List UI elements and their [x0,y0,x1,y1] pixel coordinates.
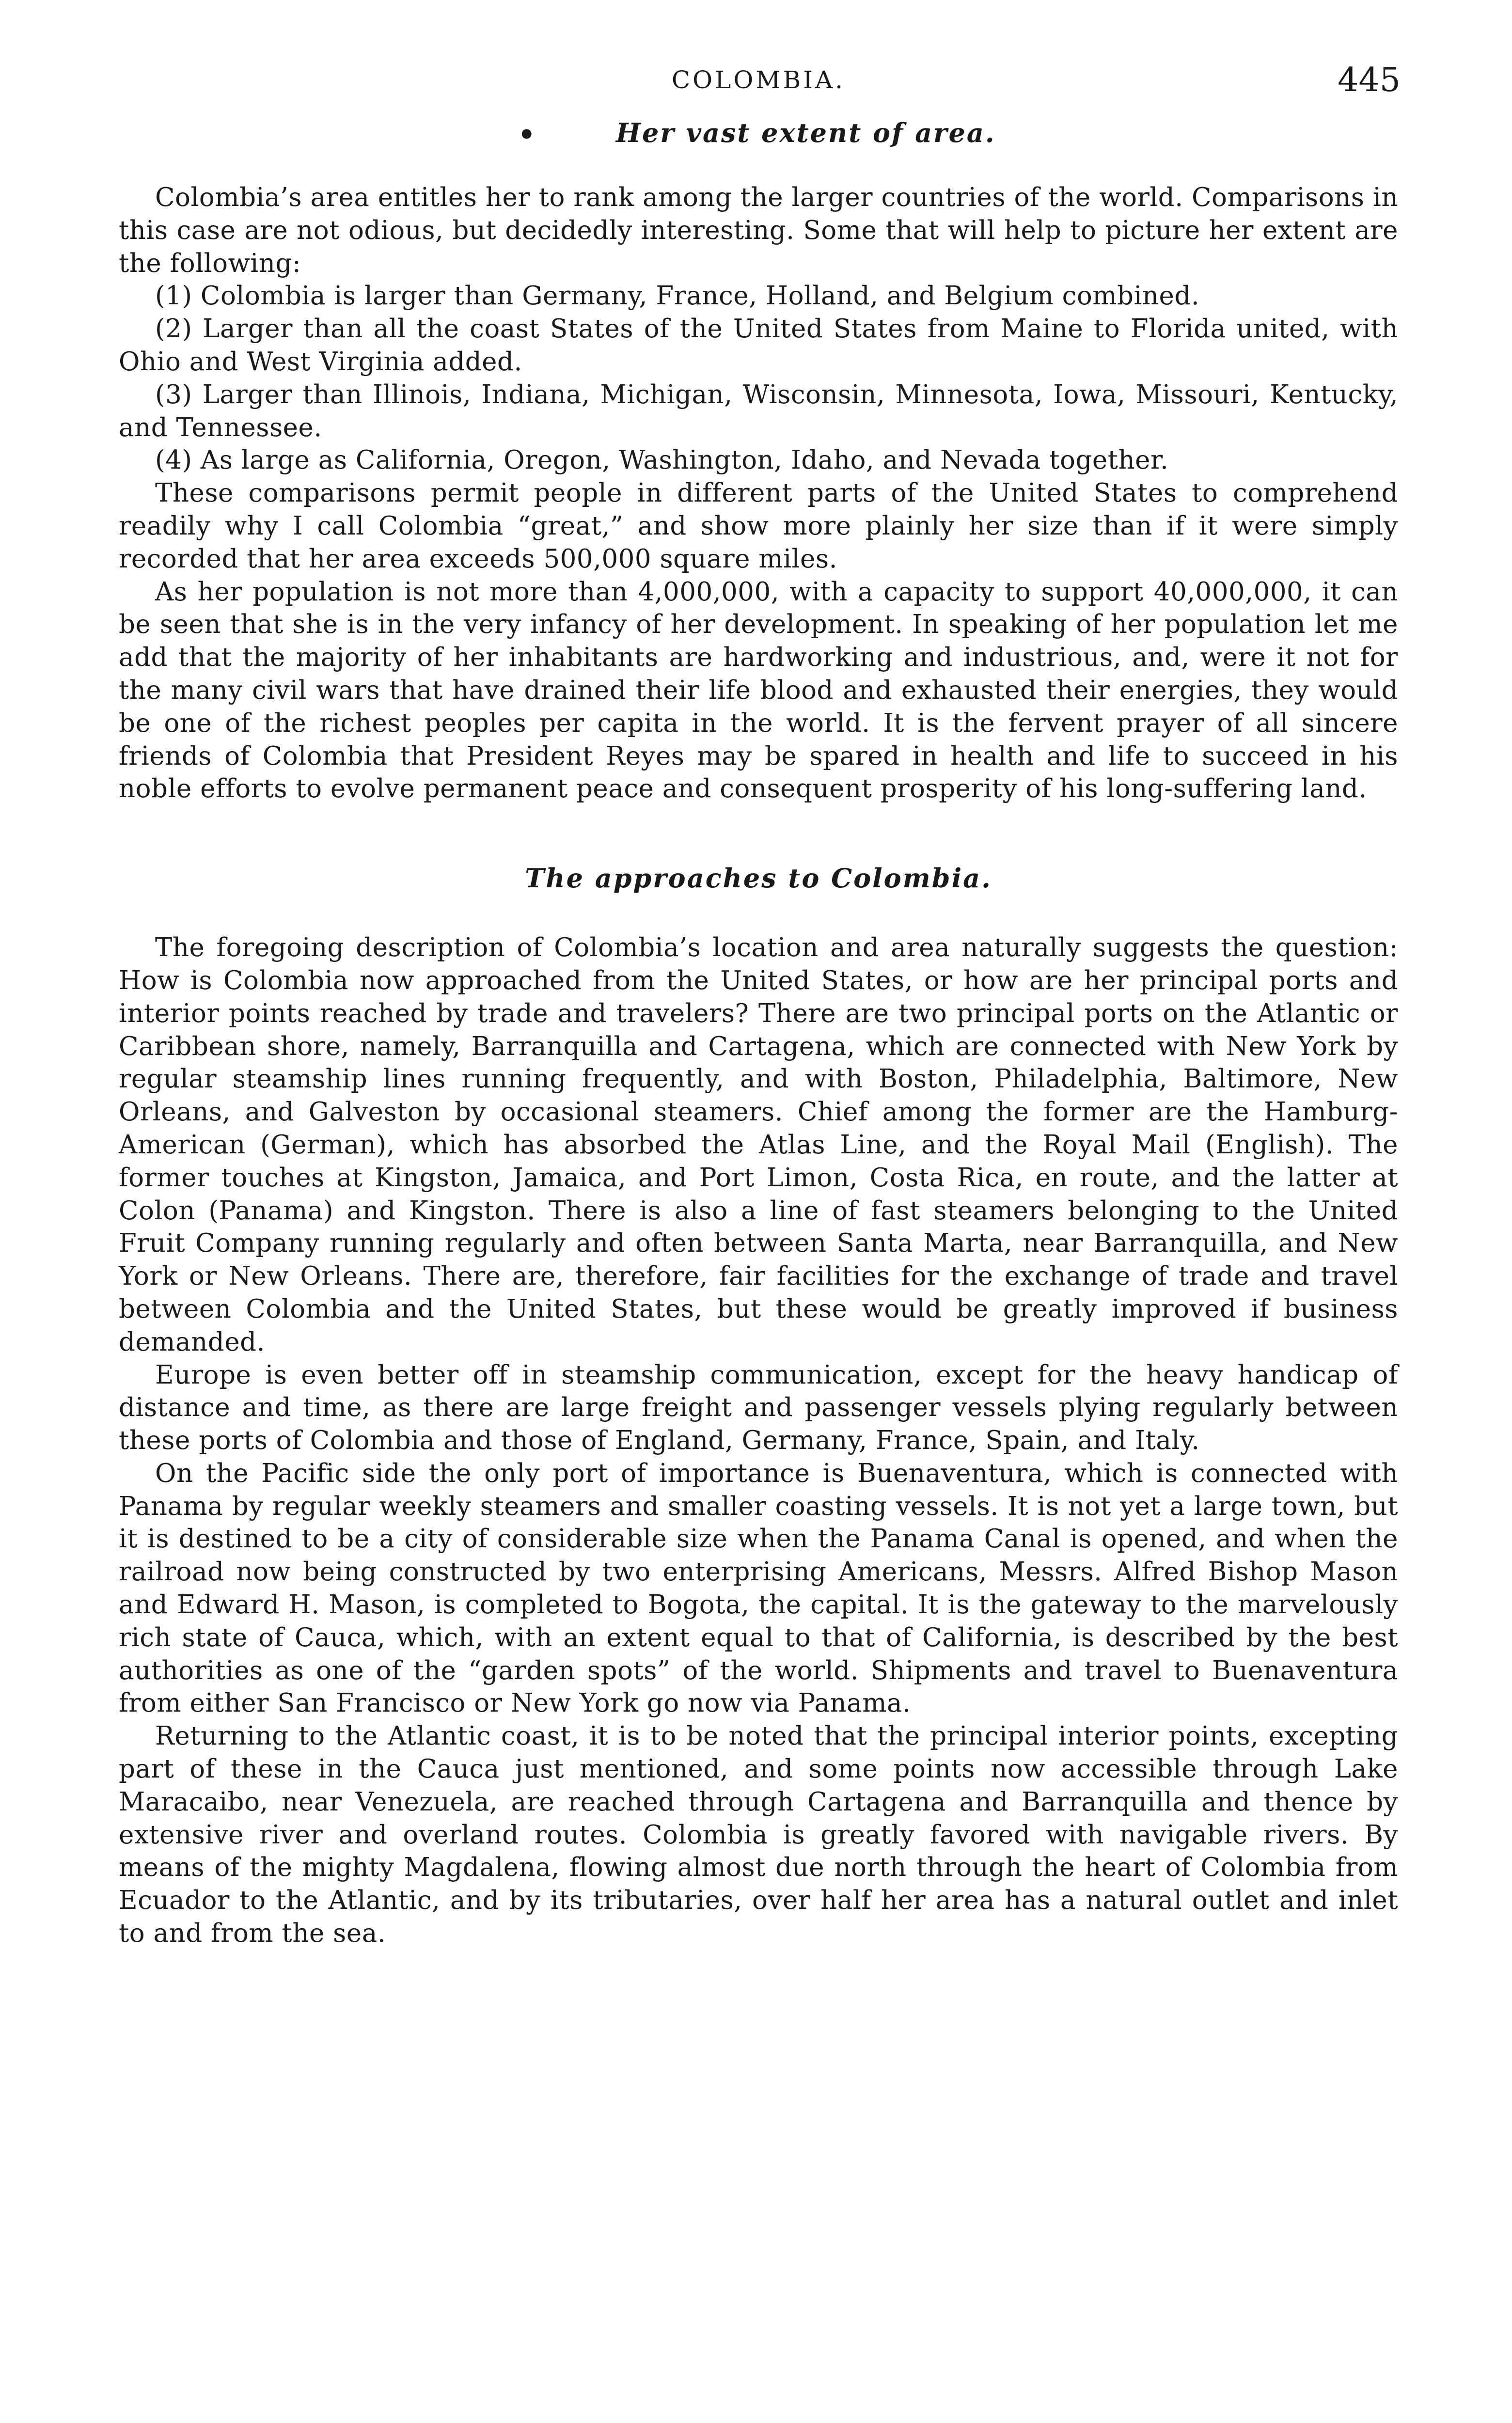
bullet-mark: ● [521,126,534,141]
paragraph: (4) As large as California, Oregon, Washington, Idaho, and Nevada together. [155,445,1169,475]
section-vast-extent [119,117,1398,805]
paragraph: (3) Larger than Illinois, Indiana, Michigan, Wisconsin, Minnesota, Iowa, Missouri, Kentucky, and Tennessee. [119,379,1398,442]
paragraph: On the Pacific side the only port of importance is Buenaventura, which is connected with Panama by regular weekly steamers and smaller coasting vessels. It is not yet a large town, but it is destined to be a city of considerable size when the Panama Canal is opened, and when the railroad now being constructed by two enterprising Americans, Messrs. Alfred Bishop Mason and Edward H. Mason, is completed to Bogota, the capital. It is the gateway to the marvelously rich state of Cauca, which, with an extent equal to that of California, is described by the best authorities as one of the “garden spots” of the world. Shipments and travel to Buenaventura from either San Francisco or New York go now via Panama. [119,1458,1398,1718]
paragraph: Colombia’s area entitles her to rank among the larger countries of the world. Comparisons in this case are not odious, but decidedly interesting. Some that will help to picture her extent are the following: [119,183,1398,278]
paragraph: (1) Colombia is larger than Germany, France, Holland, and Belgium combined. [155,281,1200,311]
book-page [119,61,1401,1950]
page-number: 445 [1338,61,1401,99]
section-heading-text: Her vast extent of area. [616,117,996,148]
section-heading: The approaches to Colombia. [525,863,992,894]
paragraph: Europe is even better off in steamship communication, except for the heavy handicap of distance and time, as there are large freight and passenger vessels plying regularly between these ports of Colombia and those of England, Germany, France, Spain, and Italy. [119,1360,1398,1456]
paragraph: The foregoing description of Colombia’s location and area naturally suggests the question: How is Colombia now approached from the United States, or how are her principal ports and interior points reached by trade and travelers? There are two principal ports on the Atlantic or Caribbean shore, namely, Barranquilla and Cartagena, which are connected with New York by regular steamship lines running frequently, and with Boston, Philadelphia, Baltimore, New Orleans, and Galveston by occasional steamers. Chief among the former are the Hamburg-American (German), which has absorbed the Atlas Line, and the Royal Mail (English). The former touches at Kingston, Jamaica, and Port Limon, Costa Rica, en route, and the latter at Colon (Panama) and Kingston. There is also a line of fast steamers belonging to the United Fruit Company running regularly and often between Santa Marta, near Barranquilla, and New York or New Orleans. There are, therefore, fair facilities for the exchange of trade and travel between Colombia and the United States, but these would be greatly improved if business demanded. [119,933,1398,1357]
section-heading [119,117,1398,148]
section-approaches [119,863,1398,1950]
paragraph: These comparisons permit people in different parts of the United States to comprehend readily why I call Colombia “great,” and show more plainly her size than if it were simply recorded that her area exceeds 500,000 square miles. [119,478,1398,574]
running-title: COLOMBIA. [671,66,846,94]
paragraph: (2) Larger than all the coast States of the United States from Maine to Florida united, with Ohio and West Virginia added. [119,314,1398,377]
running-head [119,61,1401,111]
paragraph: Returning to the Atlantic coast, it is to be noted that the principal interior points, excepting part of these in the Cauca just mentioned, and some points now accessible through Lake Maracaibo, near Venezuela, are reached through Cartagena and Barranquilla and thence by extensive river and overland routes. Colombia is greatly favored with navigable rivers. By means of the mighty Magdalena, flowing almost due north through the heart of Colombia from Ecuador to the Atlantic, and by its tributaries, over half her area has a natural outlet and inlet to and from the sea. [119,1721,1398,1949]
paragraph: As her population is not more than 4,000,000, with a capacity to support 40,000,000, it can be seen that she is in the very infancy of her development. In speaking of her population let me add that the majority of her inhabitants are hardworking and industrious, and, were it not for the many civil wars that have drained their life blood and exhausted their energies, they would be one of the richest peoples per capita in the world. It is the fervent prayer of all sincere friends of Colombia that President Reyes may be spared in health and life to succeed in his noble efforts to evolve permanent peace and consequent prosperity of his long-suffering land. [119,577,1398,804]
